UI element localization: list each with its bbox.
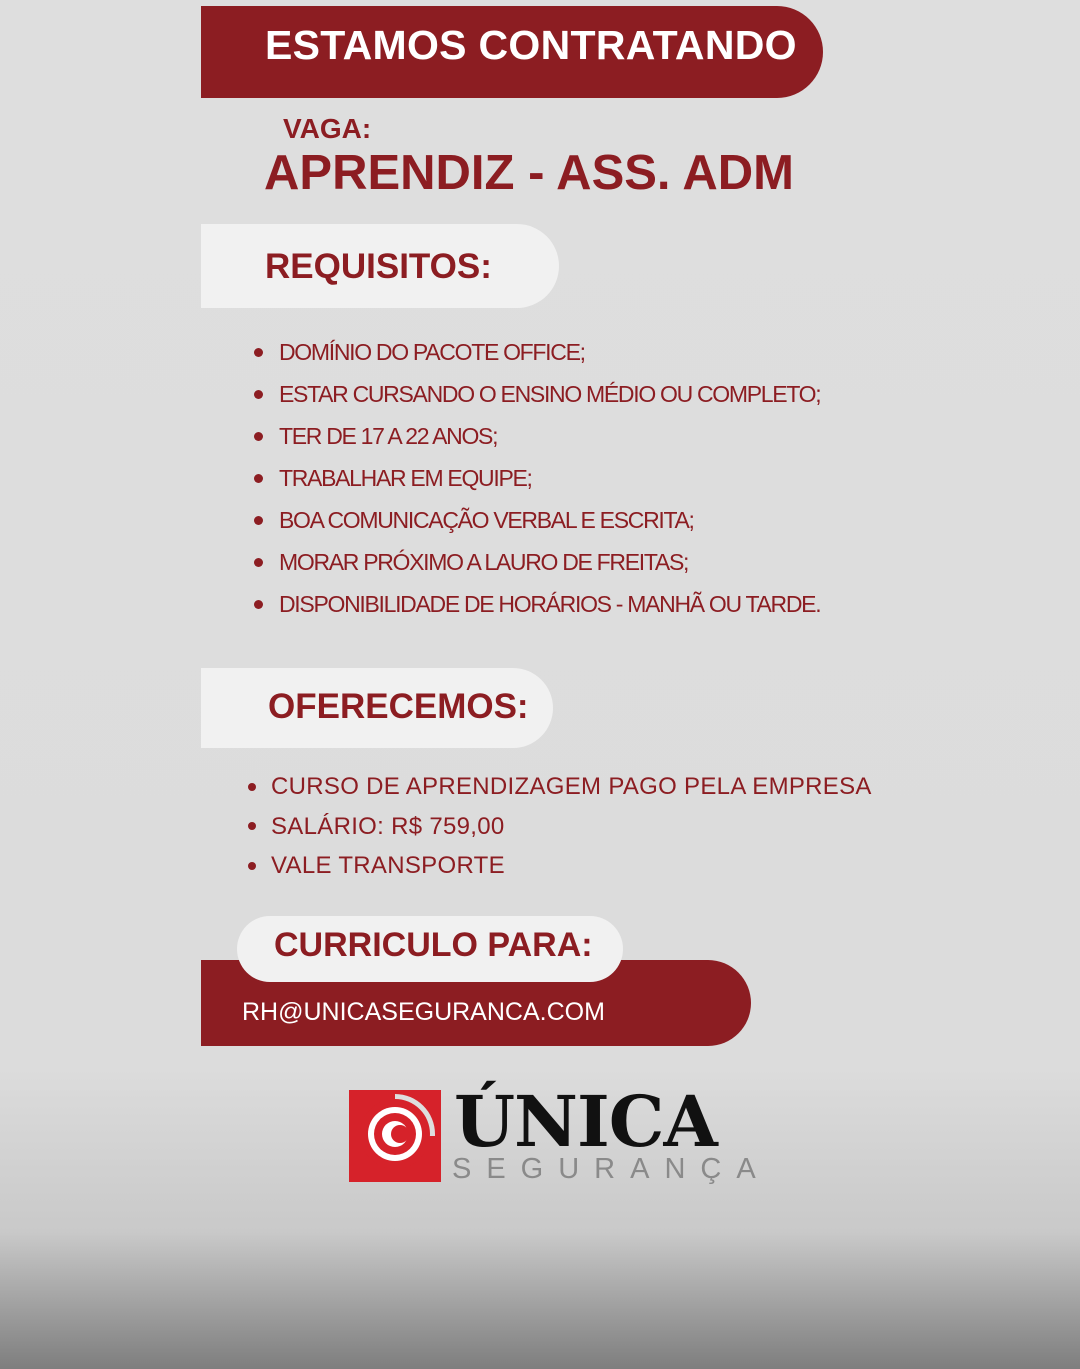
list-item [254,541,820,583]
bullet-icon [254,390,263,399]
list-item [248,807,872,847]
list-item-text: CURSO DE APRENDIZAGEM PAGO PELA EMPRESA [271,773,872,800]
bullet-icon [254,516,263,525]
list-item-text: ESTAR CURSANDO O ENSINO MÉDIO OU COMPLETO; [279,381,821,407]
list-item-text: TER DE 17 A 22 ANOS; [279,423,498,449]
contact-email: RH@UNICASEGURANCA.COM [242,998,605,1026]
list-item [248,846,872,886]
requisitos-list [254,331,820,625]
requisitos-title: REQUISITOS: [265,247,492,286]
bullet-icon [248,862,256,870]
list-item-text: TRABALHAR EM EQUIPE; [279,465,532,491]
list-item-text: DOMÍNIO DO PACOTE OFFICE; [279,339,585,365]
oferecemos-list [248,767,872,886]
logo-subtitle: SEGURANÇA [452,1153,771,1185]
bullet-icon [254,558,263,567]
list-item [254,499,820,541]
list-item-text: SALÁRIO: R$ 759,00 [271,812,505,840]
list-item [254,331,820,373]
logo-name: ÚNICA [454,1080,717,1163]
list-item [254,583,820,625]
list-item-text: BOA COMUNICAÇÃO VERBAL E ESCRITA; [279,507,694,533]
bullet-icon [248,783,256,791]
curriculo-title: CURRICULO PARA: [274,926,593,964]
list-item [254,415,820,457]
list-item-text: VALE TRANSPORTE [271,852,505,879]
bullet-icon [248,822,256,830]
bullet-icon [254,348,263,357]
header-banner-text: ESTAMOS CONTRATANDO [265,22,797,68]
bullet-icon [254,600,263,609]
vaga-title: APRENDIZ - ASS. ADM [264,146,794,200]
vaga-label: VAGA: [283,113,372,144]
list-item [248,767,872,807]
list-item [254,457,820,499]
list-item [254,373,820,415]
company-logo [348,1070,771,1188]
oferecemos-title: OFERECEMOS: [268,687,529,726]
bullet-icon [254,474,263,483]
bullet-icon [254,432,263,441]
list-item-text: DISPONIBILIDADE DE HORÁRIOS - MANHÃ OU TARDE. [279,591,821,617]
unica-logo-mark-icon [349,1090,441,1182]
list-item-text: MORAR PRÓXIMO A LAURO DE FREITAS; [279,549,689,575]
